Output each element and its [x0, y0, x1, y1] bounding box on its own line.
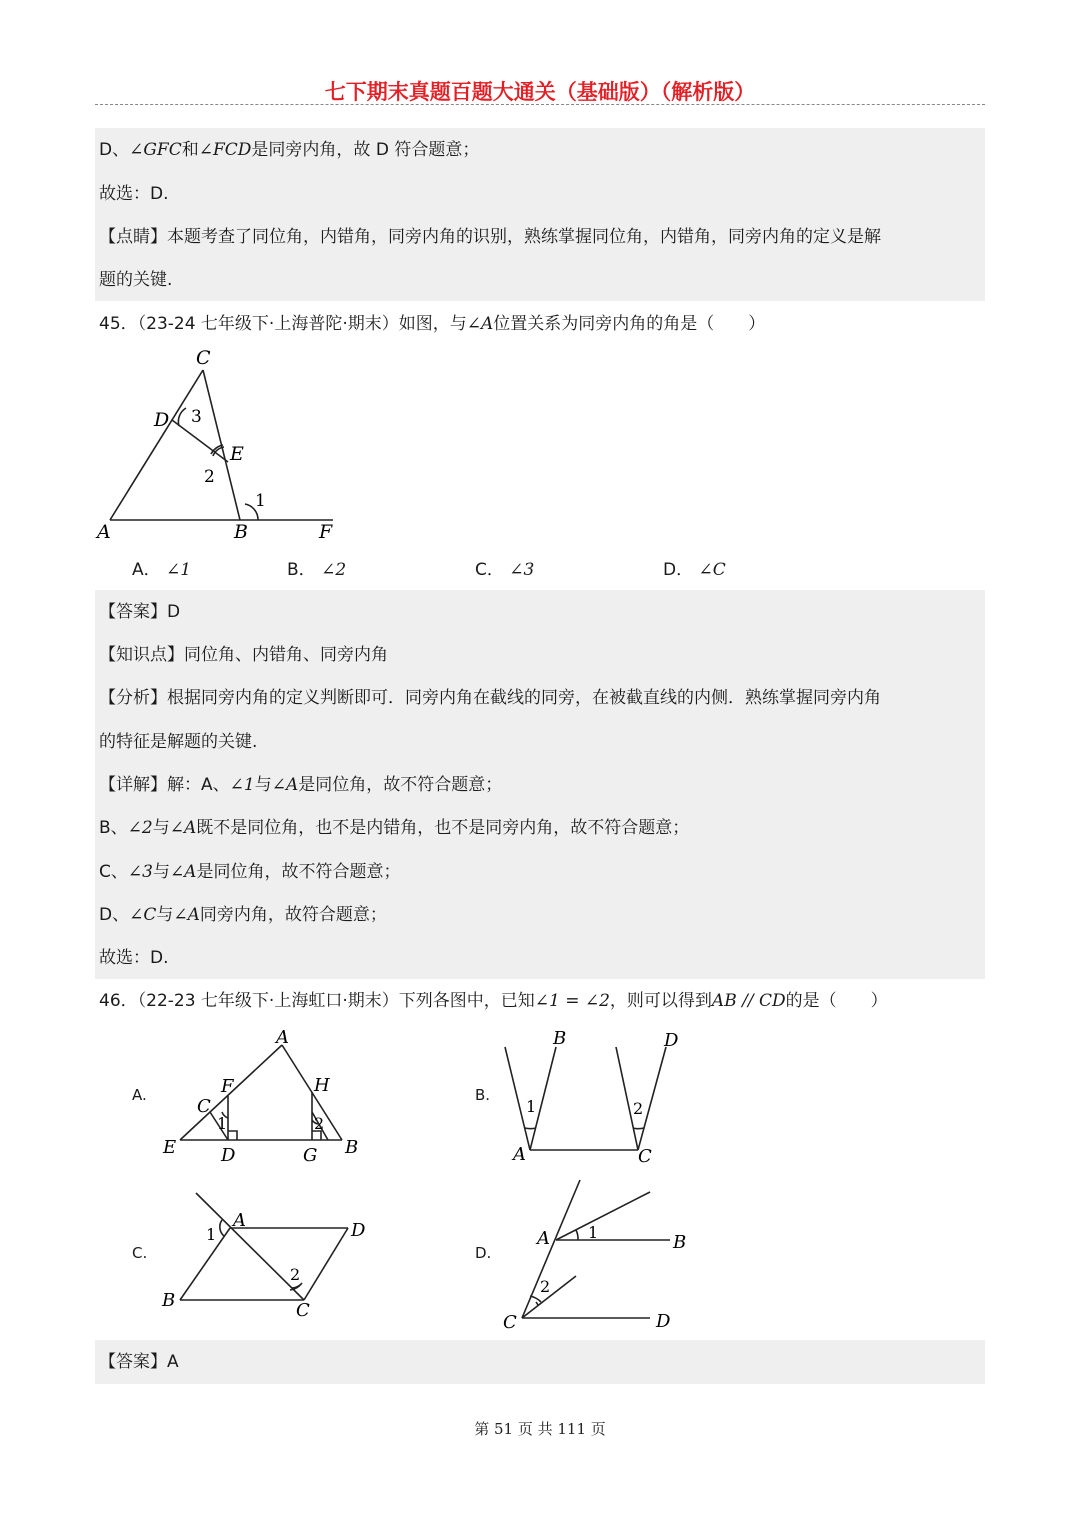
q45-option-a[interactable]: A． ∠1 [132, 560, 192, 580]
svg-text:A: A [513, 1144, 526, 1165]
svg-text:H: H [314, 1075, 330, 1096]
q45-detail-d: D、∠C与∠A同旁内角，故符合题意； [99, 905, 387, 925]
svg-text:B: B [673, 1232, 687, 1253]
q45-stem: 45．（23-24 七年级下·上海普陀·期末）如图，与∠A位置关系为同旁内角的角是（ ） [99, 314, 766, 334]
svg-text:C: C [296, 1300, 310, 1321]
svg-text:B: B [162, 1290, 176, 1311]
svg-text:2: 2 [633, 1099, 644, 1118]
svg-text:D: D [221, 1145, 236, 1166]
q46-figure-c[interactable] [155, 1185, 375, 1325]
page-header-title: 七下期末真题百题大通关（基础版）（解析版） [324, 79, 756, 104]
svg-text:G: G [303, 1145, 318, 1166]
q45-detail-b: B、∠2与∠A既不是同位角，也不是内错角，也不是同旁内角，故不符合题意； [99, 818, 690, 838]
q45-figure [90, 340, 350, 550]
q46-option-a-label[interactable]: A. [132, 1086, 147, 1104]
svg-text:3: 3 [191, 407, 202, 427]
q45-detail-c: C、∠3与∠A是同位角，故不符合题意； [99, 862, 401, 882]
q45-detail-a: 【详解】解：A、∠1与∠A是同位角，故不符合题意； [99, 775, 503, 795]
svg-text:B: B [553, 1028, 567, 1049]
svg-text:1: 1 [588, 1223, 599, 1242]
q45-analysis-line1: 【分析】根据同旁内角的定义判断即可．同旁内角在截线的同旁，在被截直线的内侧．熟练掌握同旁内角 [99, 688, 881, 708]
prev-choice: 故选：D. [99, 184, 169, 204]
svg-text:2: 2 [540, 1277, 551, 1296]
svg-text:C: C [197, 1096, 211, 1117]
svg-text:1: 1 [255, 491, 266, 511]
svg-text:2: 2 [204, 467, 215, 487]
svg-text:1: 1 [217, 1114, 228, 1133]
svg-text:C: C [638, 1146, 652, 1167]
svg-text:E: E [230, 443, 244, 465]
prev-note-line2: 题的关键. [99, 270, 173, 290]
svg-text:D: D [656, 1311, 671, 1330]
q46-option-d-label[interactable]: D. [475, 1244, 492, 1262]
svg-text:2: 2 [290, 1265, 301, 1284]
q45-answer: 【答案】D [99, 602, 181, 622]
prev-detail-d: D、∠GFC和∠FCD是同旁内角，故 D 符合题意； [99, 140, 480, 160]
svg-text:C: C [196, 347, 211, 369]
q45-option-d[interactable]: D． ∠C [663, 560, 726, 580]
q46-solution-block [95, 1340, 985, 1384]
q46-figure-a[interactable] [155, 1020, 370, 1170]
svg-text:A: A [537, 1228, 550, 1249]
header-divider [95, 104, 985, 105]
q45-knowledge: 【知识点】同位角、内错角、同旁内角 [99, 645, 388, 665]
svg-text:A: A [276, 1027, 289, 1048]
svg-text:2: 2 [314, 1114, 325, 1133]
q46-answer: 【答案】A [99, 1352, 179, 1372]
q45-analysis-line2: 的特征是解题的关键. [99, 732, 258, 752]
q46-figure-d[interactable] [495, 1175, 695, 1330]
q46-stem: 46．（22-23 七年级下·上海虹口·期末）下列各图中，已知∠1 = ∠2，则可以得到AB // CD的是（ ） [99, 991, 888, 1011]
svg-text:1: 1 [526, 1097, 537, 1116]
q46-option-b-label[interactable]: B. [475, 1086, 491, 1104]
svg-text:B: B [234, 521, 248, 543]
svg-text:D: D [154, 409, 170, 431]
q45-option-b[interactable]: B． ∠2 [287, 560, 347, 580]
svg-text:C: C [503, 1312, 517, 1330]
q45-option-c[interactable]: C． ∠3 [475, 560, 535, 580]
svg-text:D: D [351, 1220, 366, 1241]
svg-text:F: F [221, 1076, 234, 1097]
svg-text:A: A [233, 1210, 246, 1231]
page-footer: 第 51 页 共 111 页 [474, 1420, 606, 1438]
q45-choice: 故选：D. [99, 948, 169, 968]
svg-text:D: D [664, 1030, 679, 1051]
svg-text:B: B [345, 1137, 359, 1158]
prev-note-line1: 【点睛】本题考查了同位角，内错角，同旁内角的识别，熟练掌握同位角，内错角，同旁内角的定义是解 [99, 227, 881, 247]
svg-text:E: E [163, 1137, 177, 1158]
q46-figure-b[interactable] [495, 1022, 695, 1167]
q46-option-c-label[interactable]: C. [132, 1244, 148, 1262]
svg-text:1: 1 [206, 1225, 217, 1244]
svg-text:F: F [319, 521, 333, 543]
svg-text:A: A [97, 521, 111, 543]
